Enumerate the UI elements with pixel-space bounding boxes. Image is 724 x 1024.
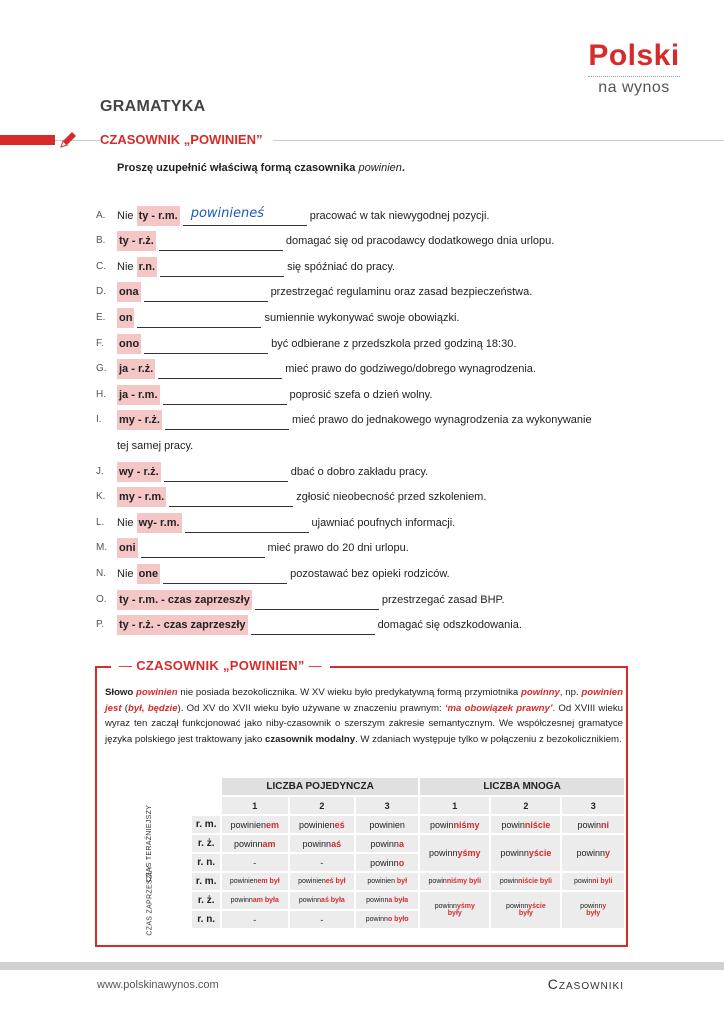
form-cell: - bbox=[290, 854, 355, 871]
exercise-list bbox=[96, 200, 656, 635]
logo-divider bbox=[588, 76, 680, 77]
form-cell: powinien bbox=[356, 816, 418, 833]
form-cell: powinnaś była bbox=[290, 892, 355, 909]
form-cell: powinniśmy bbox=[420, 816, 489, 833]
section-heading: GRAMATYKA bbox=[100, 98, 206, 115]
answer-field[interactable] bbox=[251, 621, 375, 635]
answer-field[interactable] bbox=[165, 416, 289, 430]
exercise-item-p: P. ty - r.ż. - czas zaprzeszły domagać się odszkodowania. bbox=[96, 610, 656, 636]
exercise-item-g: G. ja - r.ż. mieć prawo do godziwego/dobrego wynagrodzenia. bbox=[96, 354, 656, 380]
form-cell: powinna była bbox=[356, 892, 418, 909]
footer-category: Czasowniki bbox=[547, 976, 624, 992]
answer-field[interactable] bbox=[159, 237, 283, 251]
person-number: 2 bbox=[491, 797, 560, 814]
form-cell: - bbox=[222, 854, 287, 871]
exercise-item-i: I. my - r.ż. mieć prawo do jednakowego wynagrodzenia za wykonywanie bbox=[96, 405, 656, 431]
form-cell: powinnam była bbox=[222, 892, 287, 909]
title-accent-block bbox=[0, 135, 55, 145]
exercise-item-d: D. ona przestrzegać regulaminu oraz zasad bezpieczeństwa. bbox=[96, 277, 656, 303]
conjugation-table bbox=[107, 776, 626, 936]
person-number: 3 bbox=[356, 797, 418, 814]
answer-field[interactable] bbox=[183, 205, 307, 226]
form-cell: powinien był bbox=[356, 873, 418, 890]
exercise-item-i-continued: tej samej pracy. bbox=[117, 439, 194, 452]
form-cell: powinniśmy byli bbox=[420, 873, 489, 890]
person-number: 1 bbox=[222, 797, 287, 814]
form-cell: powinieneś bbox=[290, 816, 355, 833]
answer-field[interactable] bbox=[163, 570, 287, 584]
info-box-title: — CZASOWNIK „POWINIEN” — bbox=[111, 658, 330, 673]
form-cell: powinnyście bbox=[491, 835, 560, 871]
exercise-item-o: O. ty - r.m. - czas zaprzeszły przestrzegać zasad BHP. bbox=[96, 584, 656, 610]
side-label-past: CZAS ZAPRZESZŁY bbox=[109, 873, 190, 928]
answer-field[interactable] bbox=[169, 493, 293, 507]
exercise-item-a: A. Nie ty - r.m. powinieneś pracować w tak niewygodnej pozycji. bbox=[96, 200, 656, 226]
person-number: 3 bbox=[562, 797, 624, 814]
answer-field[interactable] bbox=[137, 314, 261, 328]
page-title: CZASOWNIK „POWINIEN” bbox=[100, 132, 273, 147]
answer-field[interactable] bbox=[185, 519, 309, 533]
form-cell: powinnyście były bbox=[491, 892, 560, 928]
answer-field[interactable] bbox=[141, 544, 265, 558]
form-cell: powinna bbox=[356, 835, 418, 852]
form-cell: powinnyśmy bbox=[420, 835, 489, 871]
form-cell: powinniście bbox=[491, 816, 560, 833]
answer-field[interactable] bbox=[160, 263, 284, 277]
header-plural: LICZBA MNOGA bbox=[420, 778, 624, 795]
exercise-item-k: K. my - r.m. zgłosić nieobecność przed szkoleniem. bbox=[96, 482, 656, 508]
handwritten-answer: powinieneś bbox=[190, 205, 265, 221]
form-cell: powinnam bbox=[222, 835, 287, 852]
exercise-item-c: C. Nie r.n. się spóźniać do pracy. bbox=[96, 251, 656, 277]
form-cell: powinno bbox=[356, 854, 418, 871]
info-box bbox=[95, 658, 628, 947]
form-cell: powinienem bbox=[222, 816, 287, 833]
person-number: 1 bbox=[420, 797, 489, 814]
answer-field[interactable] bbox=[158, 365, 282, 379]
pencil-icon bbox=[58, 130, 78, 150]
answer-field[interactable] bbox=[163, 391, 287, 405]
form-cell: - bbox=[290, 911, 355, 928]
answer-field[interactable] bbox=[144, 340, 268, 354]
exercise-item-h: H. ja - r.m. poprosić szefa o dzień wolny. bbox=[96, 379, 656, 405]
row-label: r. m. bbox=[192, 816, 220, 833]
info-box-text: Słowo powinien nie posiada bezokolicznika. W XV wieku było predykatywną formą przymiotnika powinny, np. powinien jest (był, będzie). Od XV do XVII wieku było używane w znaczeniu prawnym: ‘ma obowiązek prawny’. Od XVIII wieku wyraz ten zaczął funkcjonować jako niby-czasownik o szerszym zakresie semantycznym. We współczesnej gramatyce języka polskiego jest traktowany jako czasownik modalny. W zdaniach występuje tylko w połączeniu z bezokolicznikiem. bbox=[105, 687, 623, 745]
header-singular: LICZBA POJEDYNCZA bbox=[222, 778, 418, 795]
form-cell: powinienem był bbox=[222, 873, 287, 890]
form-cell: powinni bbox=[562, 816, 624, 833]
exercise-item-e: E. on sumiennie wykonywać swoje obowiązki. bbox=[96, 302, 656, 328]
form-cell: powinniście byli bbox=[491, 873, 560, 890]
footer-bar bbox=[0, 962, 724, 970]
form-cell: powinny bbox=[562, 835, 624, 871]
title-bar bbox=[0, 130, 724, 152]
form-cell: powinny były bbox=[562, 892, 624, 928]
form-cell: powinni byli bbox=[562, 873, 624, 890]
logo bbox=[584, 40, 684, 97]
form-cell: powinieneś był bbox=[290, 873, 355, 890]
footer-url: www.polskinawynos.com bbox=[97, 979, 219, 991]
answer-field[interactable] bbox=[255, 596, 379, 610]
person-number: 2 bbox=[290, 797, 355, 814]
form-cell: - bbox=[222, 911, 287, 928]
exercise-item-l: L. Nie wy- r.m. ujawniać poufnych informacji. bbox=[96, 507, 656, 533]
exercise-item-j: J. wy - r.ż. dbać o dobro zakładu pracy. bbox=[96, 456, 656, 482]
row-label: r. n. bbox=[192, 854, 220, 871]
exercise-item-b: B. ty - r.ż. domagać się od pracodawcy dodatkowego dnia urlopu. bbox=[96, 226, 656, 252]
logo-main: Polski bbox=[588, 39, 680, 72]
exercise-item-m: M. oni mieć prawo do 20 dni urlopu. bbox=[96, 533, 656, 559]
form-cell: powinnaś bbox=[290, 835, 355, 852]
instruction: Proszę uzupełnić właściwą formą czasownika powinien. bbox=[117, 162, 405, 174]
row-label: r. ż. bbox=[192, 835, 220, 852]
row-label: r. n. bbox=[192, 911, 220, 928]
exercise-item-f: F. ono być odbierane z przedszkola przed godziną 18:30. bbox=[96, 328, 656, 354]
answer-field[interactable] bbox=[144, 288, 268, 302]
side-label-present: CZAS TERAŹNIEJSZY bbox=[109, 816, 190, 871]
form-cell: powinnyśmy były bbox=[420, 892, 489, 928]
logo-sub: na wynos bbox=[598, 79, 670, 96]
answer-field[interactable] bbox=[164, 468, 288, 482]
row-label: r. ż. bbox=[192, 892, 220, 909]
exercise-item-n: N. Nie one pozostawać bez opieki rodziców. bbox=[96, 558, 656, 584]
form-cell: powinno było bbox=[356, 911, 418, 928]
row-label: r. m. bbox=[192, 873, 220, 890]
